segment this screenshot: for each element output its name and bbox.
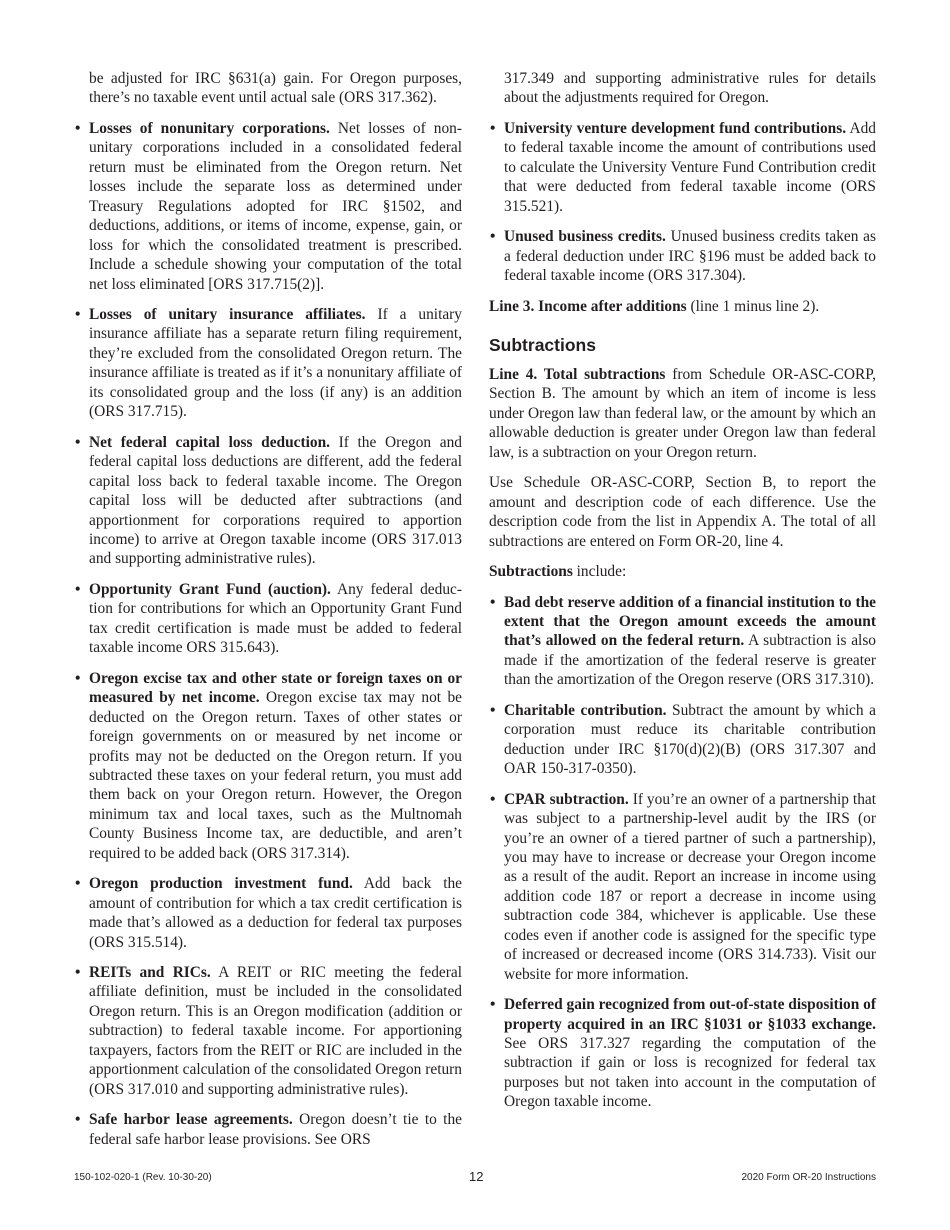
intro-continuation: be adjusted for IRC §631(a) gain. For Oregon purposes, there’s no taxable event until actual sale (ORS 317.362). — [89, 70, 462, 107]
list-item — [489, 790, 876, 985]
line-4-paragraph — [489, 365, 876, 462]
item-body: If a unitary insurance affiliate has a separate return filing requirement, they’re excluded from the consolidated Oregon return. The insurance affiliate is treated as if it’s a nonunitary affiliate of its consolidated group and the loss (if any) is an addition (ORS 317.715). — [89, 305, 463, 421]
additions-list-continued — [489, 119, 876, 286]
list-item — [74, 119, 462, 294]
item-body: Add back the amount of contribution for which a tax credit certification is made that’s allowed as a deduction for federal tax purposes (ORS 315.514). — [89, 875, 462, 951]
list-item — [74, 963, 462, 1099]
item-title: Opportunity Grant Fund (auction). — [89, 580, 331, 598]
line-3-paragraph — [489, 297, 876, 316]
subtractions-list — [489, 593, 876, 1112]
subtractions-include-label: Subtractions — [489, 563, 573, 581]
item-body: See ORS 317.327 regarding the computation of the subtraction if gain or loss is recognized for federal tax purposes but not taken into account in the computation of Oregon taxable income. — [504, 1035, 876, 1111]
item-body: If the Oregon and federal capital loss deductions are different, add the federal capital loss back to federal taxable income. The Oregon capital loss will be deducted after subtractions (and apportionment for corporations required to apportion income) to arrive at Oregon taxable income (ORS 317.013 and supporting administrative rules). — [89, 433, 462, 568]
list-item — [489, 701, 876, 779]
item-title: Deferred gain recognized from out-of-state disposition of property acquired in an IRC §1031 or §1033 exchange. — [504, 996, 876, 1033]
list-item — [74, 669, 462, 864]
item-title: CPAR subtraction. — [504, 790, 629, 808]
item-body: Oregon doesn’t tie to the federal safe harbor lease provisions. See ORS — [89, 1111, 462, 1148]
section-heading-subtractions: Subtractions — [489, 334, 596, 355]
right-column — [489, 69, 876, 1123]
item-body: Unused business credits taken as a federal deduction under IRC §196 must be added back to federal taxable income (ORS 317.304). — [504, 228, 876, 285]
item-title: Net federal capital loss deduction. — [89, 433, 331, 451]
line-3-label: Line 3. Income after additions — [489, 297, 687, 315]
list-item — [74, 1110, 462, 1149]
line-4-text: from Schedule OR-ASC-CORP, Section B. The amount by which an item of income is less under Oregon law than federal law, or the amount by which an allowable deduction is greater under Oregon law than federal law, is a subtraction on your Oregon return. — [489, 365, 877, 461]
list-item — [74, 305, 462, 422]
item-title: University venture development fund contributions. — [504, 119, 847, 137]
item-title: Bad debt reserve addition of a financial institution to the extent that the Oregon amount exceeds the amount that’s allowed on the federal return. — [504, 593, 876, 650]
item-body: Oregon excise tax may not be deducted on the Oregon return. Taxes of other states or foreign governments on or measured by net income or profits may not be deducted on the Oregon return. If you subtracted these taxes on your federal return, you must add them back on your Oregon return. However, the Oregon minimum tax and local taxes, such as the Multnomah County Business Income tax, are deductible, and aren’t required to be added back (ORS 317.314). — [89, 689, 462, 862]
footer-document-title: 2020 Form OR-20 Instructions — [741, 1172, 876, 1183]
left-column — [74, 69, 462, 1160]
additions-list — [74, 119, 462, 1149]
item-title: Safe harbor lease agreements. — [89, 1111, 293, 1129]
list-item — [489, 593, 876, 690]
item-body: If you’re an owner of a partnership that was subject to a partnership-level audit by the IRS (or you’re an owner of a tiered partner of such a partnership), you may have to increase or decrease your Oregon income as a result of the audit. Report an increase in income using addition code 187 or report a decrease in income using subtraction code 384, whichever is applicable. Use these codes even if another code is assigned for the specific type of increased or decreased income (ORS 314.733). Visit our website for more information. — [504, 790, 877, 983]
list-item — [74, 874, 462, 952]
line-4-label: Line 4. Total subtractions — [489, 365, 666, 383]
safe-harbor-continuation: 317.349 and supporting administrative rules for details about the adjustments required for Oregon. — [504, 70, 876, 107]
subtractions-include-text: include: — [572, 563, 627, 581]
list-item — [489, 119, 876, 216]
list-item — [489, 227, 876, 285]
item-body: A REIT or RIC meeting the federal affiliate definition, must be included in the consolidated Oregon return. This is an Oregon modification (addition or subtraction) to federal taxable income. For apportioning taxpayers, factors from the REIT or RIC are included in the apportionment calculation of the consolidated Oregon return (ORS 317.010 and supporting administrative rules). — [89, 964, 462, 1098]
footer-form-number: 150-102-020-1 (Rev. 10-30-20) — [74, 1172, 212, 1183]
subtractions-include-paragraph — [489, 562, 876, 581]
item-title: Charitable contribution. — [504, 701, 667, 719]
item-body: Subtract the amount by which a corporation must reduce its charitable contribution deduction under IRC §170(d)(2)(B) (ORS 317.307 and OAR 150-317-0350). — [504, 701, 876, 778]
item-body: A subtraction is also made if the amortization of the federal reserve is greater than the amortization of the Oregon reserve (ORS 317.310). — [504, 632, 877, 689]
item-title: Oregon excise tax and other state or foreign taxes on or measured by net income. — [89, 669, 462, 707]
item-body: Any federal deduction for contributions for which an Opportunity Grant Fund tax credit certification is made must be added to federal taxable income ORS 315.643). — [89, 580, 462, 657]
item-title: Losses of nonunitary corporations. — [89, 119, 330, 137]
item-body: Net losses of nonunitary corporations included in a consolidated federal return must be eliminated from the Oregon return. Net losses include the separate loss as determined under Treasury Regulations adopted for IRC §1502, and deductions, additions, or items of income, expense, gain, or loss for which the consolidated treatment is prescribed. Include a schedule showing your computation of the total net loss eliminated [ORS 317.715(2)]. — [89, 119, 463, 293]
item-title: REITs and RICs. — [89, 964, 211, 982]
item-body: Add to federal taxable income the amount of contributions used to calculate the University Venture Fund Contribution credit that were deducted from federal taxable income (ORS 315.521). — [504, 119, 876, 215]
list-item — [489, 995, 876, 1112]
use-schedule-paragraph: Use Schedule OR-ASC-CORP, Section B, to report the amount and description code of each difference. Use the description code from the list in Appendix A. The total of all subtractions are entered on Form OR-20, line 4. — [489, 474, 876, 550]
item-title: Oregon production investment fund. — [89, 875, 353, 893]
item-title: Unused business credits. — [504, 228, 666, 246]
list-item — [74, 580, 462, 658]
list-item — [74, 433, 462, 569]
footer-page-number: 12 — [469, 1169, 484, 1184]
item-title: Losses of unitary insurance affiliates. — [89, 305, 366, 323]
line-3-text: (line 1 minus line 2). — [686, 297, 820, 315]
